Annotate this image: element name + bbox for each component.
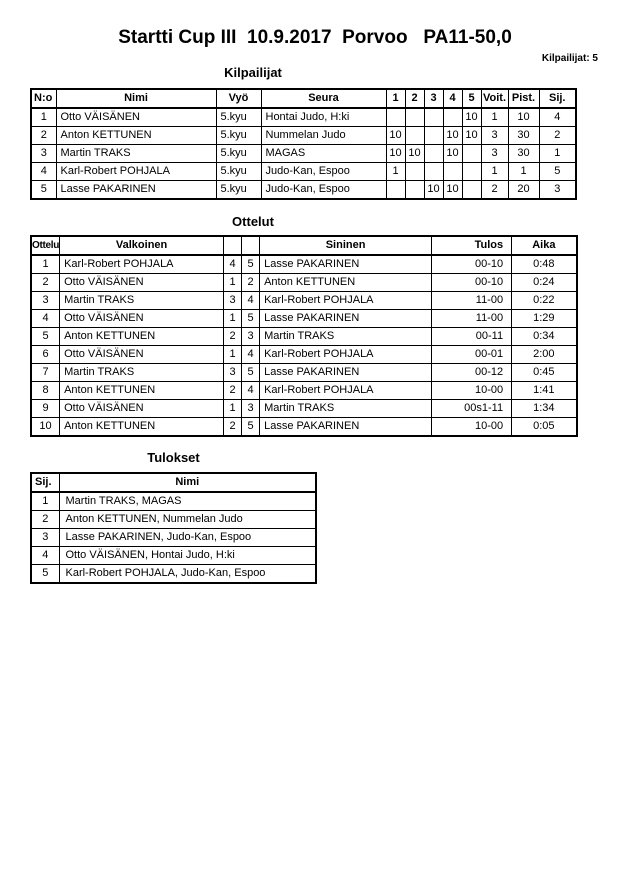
cell-white-no: 4: [224, 255, 242, 274]
cell-nimi: Anton KETTUNEN: [56, 127, 216, 145]
tulokset-table: [30, 472, 317, 584]
cell-white-no: 2: [224, 418, 242, 437]
cell-white-no: 3: [224, 292, 242, 310]
table-row: [31, 181, 576, 200]
cell-sininen: Anton KETTUNEN: [260, 274, 432, 292]
cell-seura: Judo-Kan, Espoo: [261, 181, 386, 200]
cell-score-4: [443, 163, 462, 181]
cell-valkoinen: Anton KETTUNEN: [60, 418, 224, 437]
tulokset-header-row: [31, 473, 316, 492]
cell-blue-no: 3: [242, 328, 260, 346]
cell-tulos: 00-10: [432, 274, 512, 292]
cell-score-5: 10: [462, 108, 481, 127]
table-row: [31, 400, 577, 418]
col-header-ottelu: Ottelu: [31, 236, 60, 255]
cell-vyo: 5.kyu: [216, 163, 261, 181]
tulokset-heading: Tulokset: [147, 450, 200, 465]
cell-sininen: Martin TRAKS: [260, 400, 432, 418]
cell-white-no: 1: [224, 346, 242, 364]
cell-score-1: [386, 181, 405, 200]
cell-valkoinen: Martin TRAKS: [60, 292, 224, 310]
cell-score-3: [424, 127, 443, 145]
cell-voit: 2: [481, 181, 508, 200]
cell-sininen: Lasse PAKARINEN: [260, 418, 432, 437]
cell-nimi: Martin TRAKS: [56, 145, 216, 163]
col-header-vyo: Vyö: [216, 89, 261, 108]
cell-no: 1: [31, 108, 56, 127]
cell-aika: 0:34: [512, 328, 577, 346]
cell-score-1: 10: [386, 127, 405, 145]
cell-nimi: Otto VÄISÄNEN: [56, 108, 216, 127]
col-header-tulos: Tulos: [432, 236, 512, 255]
cell-tulos: 11-00: [432, 292, 512, 310]
cell-white-no: 1: [224, 310, 242, 328]
cell-pist: 30: [508, 145, 539, 163]
table-row: [31, 418, 577, 437]
cell-nimi: Anton KETTUNEN, Nummelan Judo: [59, 511, 316, 529]
table-row: [31, 163, 576, 181]
col-header-nimi: Nimi: [59, 473, 316, 492]
cell-tulos: 00s1-11: [432, 400, 512, 418]
cell-blue-no: 5: [242, 310, 260, 328]
cell-seura: Judo-Kan, Espoo: [261, 163, 386, 181]
cell-aika: 1:34: [512, 400, 577, 418]
cell-nimi: Karl-Robert POHJALA: [56, 163, 216, 181]
cell-sij: 4: [539, 108, 576, 127]
cell-aika: 1:41: [512, 382, 577, 400]
cell-score-3: [424, 108, 443, 127]
cell-valkoinen: Otto VÄISÄNEN: [60, 274, 224, 292]
cell-valkoinen: Anton KETTUNEN: [60, 382, 224, 400]
cell-no: 3: [31, 145, 56, 163]
cell-match-no: 5: [31, 328, 60, 346]
cell-sininen: Martin TRAKS: [260, 328, 432, 346]
cell-match-no: 9: [31, 400, 60, 418]
cell-tulos: 00-01: [432, 346, 512, 364]
col-header-4: 4: [443, 89, 462, 108]
cell-match-no: 3: [31, 292, 60, 310]
col-header-sij: Sij.: [31, 473, 59, 492]
cell-voit: 3: [481, 127, 508, 145]
kilpailijat-heading: Kilpailijat: [224, 65, 282, 80]
cell-score-5: [462, 145, 481, 163]
cell-vyo: 5.kyu: [216, 108, 261, 127]
cell-tulos: 00-11: [432, 328, 512, 346]
table-row: [31, 364, 577, 382]
ottelut-heading: Ottelut: [232, 214, 274, 229]
cell-valkoinen: Anton KETTUNEN: [60, 328, 224, 346]
cell-sij: 2: [539, 127, 576, 145]
cell-nimi: Lasse PAKARINEN, Judo-Kan, Espoo: [59, 529, 316, 547]
cell-pist: 30: [508, 127, 539, 145]
cell-aika: 1:29: [512, 310, 577, 328]
cell-sij: 5: [539, 163, 576, 181]
table-row: [31, 127, 576, 145]
cell-seura: MAGAS: [261, 145, 386, 163]
cell-sij: 2: [31, 511, 59, 529]
col-header-aika: Aika: [512, 236, 577, 255]
table-row: [31, 511, 316, 529]
cell-tulos: 10-00: [432, 382, 512, 400]
cell-match-no: 1: [31, 255, 60, 274]
cell-vyo: 5.kyu: [216, 127, 261, 145]
col-header-valkoinen: Valkoinen: [60, 236, 224, 255]
col-header-pist: Pist.: [508, 89, 539, 108]
col-header-3: 3: [424, 89, 443, 108]
cell-score-5: [462, 163, 481, 181]
ottelut-header-row: [31, 236, 577, 255]
cell-voit: 3: [481, 145, 508, 163]
cell-score-4: [443, 108, 462, 127]
cell-pist: 1: [508, 163, 539, 181]
cell-nimi: Martin TRAKS, MAGAS: [59, 492, 316, 511]
cell-match-no: 7: [31, 364, 60, 382]
cell-no: 5: [31, 181, 56, 200]
cell-score-3: 10: [424, 181, 443, 200]
cell-aika: 0:22: [512, 292, 577, 310]
cell-blue-no: 4: [242, 382, 260, 400]
col-header-nimi: Nimi: [56, 89, 216, 108]
cell-white-no: 3: [224, 364, 242, 382]
cell-seura: Hontai Judo, H:ki: [261, 108, 386, 127]
cell-nimi: Lasse PAKARINEN: [56, 181, 216, 200]
cell-sij: 3: [31, 529, 59, 547]
col-header-sininen: Sininen: [260, 236, 432, 255]
cell-score-4: 10: [443, 127, 462, 145]
cell-sij: 3: [539, 181, 576, 200]
cell-match-no: 2: [31, 274, 60, 292]
col-header-seura: Seura: [261, 89, 386, 108]
col-header-blue-no: [242, 236, 260, 255]
cell-nimi: Karl-Robert POHJALA, Judo-Kan, Espoo: [59, 565, 316, 584]
cell-score-4: 10: [443, 145, 462, 163]
cell-sininen: Lasse PAKARINEN: [260, 310, 432, 328]
cell-score-1: [386, 108, 405, 127]
cell-sininen: Lasse PAKARINEN: [260, 364, 432, 382]
cell-sij: 1: [539, 145, 576, 163]
cell-aika: 0:05: [512, 418, 577, 437]
cell-score-5: [462, 181, 481, 200]
cell-aika: 2:00: [512, 346, 577, 364]
cell-match-no: 8: [31, 382, 60, 400]
cell-white-no: 2: [224, 328, 242, 346]
cell-voit: 1: [481, 108, 508, 127]
cell-score-4: 10: [443, 181, 462, 200]
page-title: Startti Cup III 10.9.2017 Porvoo PA11-50,0: [118, 27, 512, 48]
cell-pist: 10: [508, 108, 539, 127]
table-row: [31, 108, 576, 127]
kilpailijat-header-row: [31, 89, 576, 108]
competitors-count: Kilpailijat: 5: [541, 53, 598, 64]
cell-sininen: Karl-Robert POHJALA: [260, 346, 432, 364]
cell-sij: 4: [31, 547, 59, 565]
cell-sininen: Karl-Robert POHJALA: [260, 292, 432, 310]
cell-pist: 20: [508, 181, 539, 200]
cell-match-no: 6: [31, 346, 60, 364]
col-header-1: 1: [386, 89, 405, 108]
cell-white-no: 2: [224, 382, 242, 400]
cell-seura: Nummelan Judo: [261, 127, 386, 145]
table-row: [31, 255, 577, 274]
cell-aika: 0:45: [512, 364, 577, 382]
kilpailijat-table: [30, 88, 577, 200]
cell-score-2: [405, 163, 424, 181]
cell-voit: 1: [481, 163, 508, 181]
table-row: [31, 565, 316, 584]
cell-white-no: 1: [224, 274, 242, 292]
table-row: [31, 529, 316, 547]
cell-valkoinen: Otto VÄISÄNEN: [60, 346, 224, 364]
cell-sij: 1: [31, 492, 59, 511]
cell-blue-no: 4: [242, 292, 260, 310]
cell-valkoinen: Martin TRAKS: [60, 364, 224, 382]
cell-tulos: 00-12: [432, 364, 512, 382]
table-row: [31, 547, 316, 565]
col-header-white-no: [224, 236, 242, 255]
cell-vyo: 5.kyu: [216, 145, 261, 163]
cell-no: 4: [31, 163, 56, 181]
cell-aika: 0:24: [512, 274, 577, 292]
ottelut-table: [30, 235, 578, 437]
table-row: [31, 382, 577, 400]
table-row: [31, 310, 577, 328]
cell-blue-no: 5: [242, 418, 260, 437]
table-row: [31, 274, 577, 292]
cell-score-1: 1: [386, 163, 405, 181]
cell-score-5: 10: [462, 127, 481, 145]
cell-no: 2: [31, 127, 56, 145]
cell-sij: 5: [31, 565, 59, 584]
col-header-voit: Voit.: [481, 89, 508, 108]
table-row: [31, 346, 577, 364]
cell-match-no: 10: [31, 418, 60, 437]
cell-score-2: 10: [405, 145, 424, 163]
table-row: [31, 292, 577, 310]
cell-score-2: [405, 181, 424, 200]
cell-white-no: 1: [224, 400, 242, 418]
cell-score-3: [424, 163, 443, 181]
col-header-sij: Sij.: [539, 89, 576, 108]
cell-score-1: 10: [386, 145, 405, 163]
cell-vyo: 5.kyu: [216, 181, 261, 200]
cell-score-3: [424, 145, 443, 163]
col-header-2: 2: [405, 89, 424, 108]
table-row: [31, 492, 316, 511]
cell-valkoinen: Karl-Robert POHJALA: [60, 255, 224, 274]
cell-blue-no: 3: [242, 400, 260, 418]
cell-blue-no: 5: [242, 364, 260, 382]
cell-tulos: 00-10: [432, 255, 512, 274]
cell-tulos: 10-00: [432, 418, 512, 437]
cell-valkoinen: Otto VÄISÄNEN: [60, 310, 224, 328]
cell-score-2: [405, 108, 424, 127]
cell-sininen: Karl-Robert POHJALA: [260, 382, 432, 400]
cell-aika: 0:48: [512, 255, 577, 274]
cell-blue-no: 2: [242, 274, 260, 292]
cell-tulos: 11-00: [432, 310, 512, 328]
col-header-no: N:o: [31, 89, 56, 108]
cell-sininen: Lasse PAKARINEN: [260, 255, 432, 274]
cell-match-no: 4: [31, 310, 60, 328]
cell-nimi: Otto VÄISÄNEN, Hontai Judo, H:ki: [59, 547, 316, 565]
table-row: [31, 328, 577, 346]
cell-score-2: [405, 127, 424, 145]
cell-blue-no: 4: [242, 346, 260, 364]
cell-blue-no: 5: [242, 255, 260, 274]
cell-valkoinen: Otto VÄISÄNEN: [60, 400, 224, 418]
col-header-5: 5: [462, 89, 481, 108]
table-row: [31, 145, 576, 163]
